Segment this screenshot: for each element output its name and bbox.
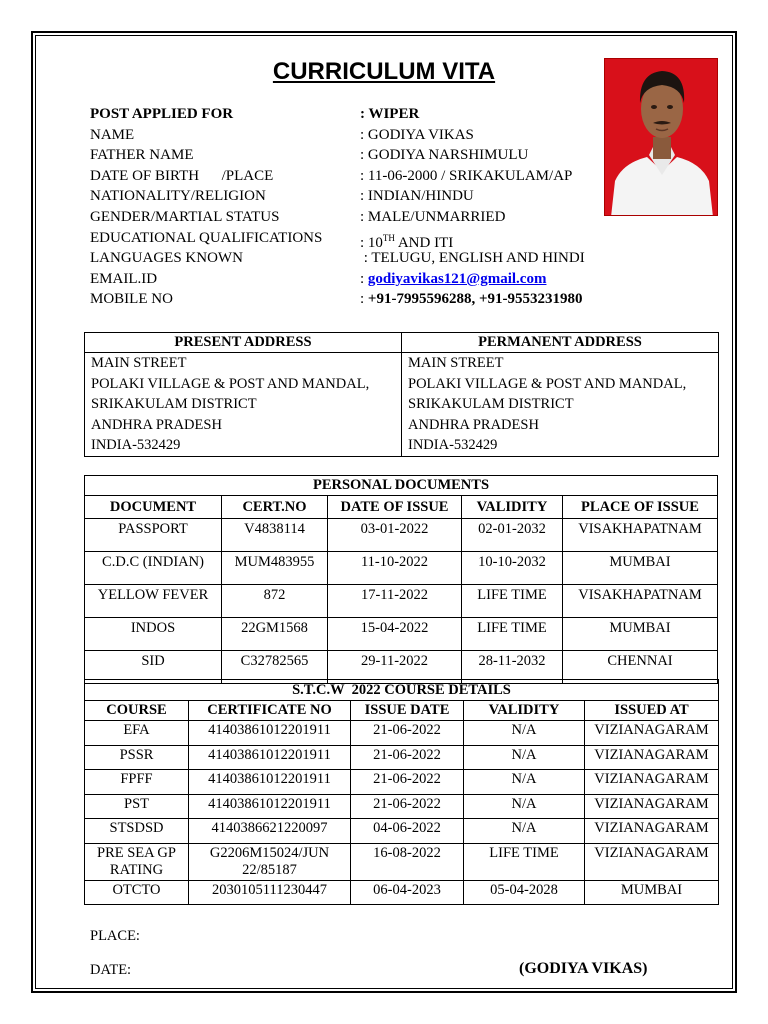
present-address-line: INDIA-532429 [85,435,402,456]
table-cell: 872 [222,585,328,618]
table-cell: PASSPORT [85,519,222,552]
table-row [85,618,718,651]
table-row [85,819,719,844]
permanent-address-line: MAIN STREET [402,353,719,374]
table-cell: N/A [464,819,585,844]
table-cell: 41403861012201911 [189,721,351,746]
table-cell: 41403861012201911 [189,745,351,770]
table-cell: 4140386621220097 [189,819,351,844]
table-row [85,519,718,552]
table-row [85,585,718,618]
present-address-header: PRESENT ADDRESS [85,333,402,353]
table-cell: N/A [464,721,585,746]
table-cell: C32782565 [222,651,328,684]
table-cell: VISAKHAPATNAM [563,585,718,618]
table-cell: STSDSD [85,819,189,844]
table-cell: YELLOW FEVER [85,585,222,618]
table-cell: 10-10-2032 [462,552,563,585]
table-cell: PSSR [85,745,189,770]
table-row [85,552,718,585]
table-cell: VIZIANAGARAM [585,794,719,819]
profile-photo [604,58,718,216]
table-cell: 21-06-2022 [351,745,464,770]
table-cell: 21-06-2022 [351,794,464,819]
info-label: POST APPLIED FOR [90,106,234,122]
permanent-address-line: INDIA-532429 [402,435,719,456]
permanent-address-line: ANDHRA PRADESH [402,415,719,436]
table-cell: VIZIANAGARAM [585,819,719,844]
table-cell: 03-01-2022 [328,519,462,552]
personal-documents-table [84,475,718,684]
signature-name: (GODIYA VIKAS) [519,960,648,977]
table-cell: MUMBAI [563,552,718,585]
table-cell: 21-06-2022 [351,721,464,746]
table-cell: EFA [85,721,189,746]
column-header: ISSUE DATE [351,701,464,721]
info-label: FATHER NAME [90,147,194,164]
personal-documents-caption: PERSONAL DOCUMENTS [85,476,718,496]
table-cell: FPFF [85,770,189,795]
column-header: VALIDITY [462,496,563,519]
table-cell: 11-10-2022 [328,552,462,585]
info-label: DATE OF BIRTH /PLACE [90,167,274,184]
table-cell: VIZIANAGARAM [585,770,719,795]
table-cell: 21-06-2022 [351,770,464,795]
table-cell: 06-04-2023 [351,880,464,905]
table-row [85,745,719,770]
table-cell: LIFE TIME [462,585,563,618]
stcw-caption: S.T.C.W 2022 COURSE DETAILS [85,680,719,701]
table-cell: LIFE TIME [462,618,563,651]
table-row [85,721,719,746]
document-title: CURRICULUM VITA [272,58,496,85]
permanent-address-header: PERMANENT ADDRESS [402,333,719,353]
table-cell: 41403861012201911 [189,770,351,795]
table-row [85,770,719,795]
present-address-line: MAIN STREET [85,353,402,374]
table-row [85,843,719,880]
table-cell: PST [85,794,189,819]
education-prefix: : 10 [360,234,383,251]
table-cell: 28-11-2032 [462,651,563,684]
table-cell: SID [85,651,222,684]
column-header: DOCUMENT [85,496,222,519]
address-table [84,332,719,457]
table-cell: 17-11-2022 [328,585,462,618]
table-cell: 04-06-2022 [351,819,464,844]
info-label: NAME [90,126,135,143]
education-suffix: AND ITI [394,234,454,251]
table-cell: 15-04-2022 [328,618,462,651]
table-cell: MUMBAI [563,618,718,651]
info-value [360,289,583,310]
table-cell: INDOS [85,618,222,651]
info-value [360,269,546,290]
column-header: PLACE OF ISSUE [563,496,718,519]
table-cell: MUM483955 [222,552,328,585]
table-cell: LIFE TIME [464,843,585,880]
table-cell: 41403861012201911 [189,794,351,819]
table-cell: 22GM1568 [222,618,328,651]
column-header: CERTIFICATE NO [189,701,351,721]
info-label: EDUCATIONAL QUALIFICATIONS [90,229,323,246]
table-cell: 2030105111230447 [189,880,351,905]
info-label: EMAIL.ID [90,270,158,287]
info-value: : 11-06-2000 / SRIKAKULAM/AP [360,167,573,184]
column-header: ISSUED AT [585,701,719,721]
column-header: DATE OF ISSUE [328,496,462,519]
mobile-prefix: : [360,291,368,308]
place-label: PLACE: [90,928,140,944]
permanent-address-line: POLAKI VILLAGE & POST AND MANDAL, [402,374,719,395]
mobile-numbers: +91-7995596288, +91-9553231980 [367,291,583,308]
table-row [85,880,719,905]
column-header: CERT.NO [222,496,328,519]
info-value: : GODIYA VIKAS [360,126,474,143]
table-cell: MUMBAI [585,880,719,905]
table-cell: 05-04-2028 [464,880,585,905]
info-value: : TELUGU, ENGLISH AND HINDI [360,250,585,267]
table-cell: C.D.C (INDIAN) [85,552,222,585]
table-cell: OTCTO [85,880,189,905]
info-value: : GODIYA NARSHIMULU [360,147,529,164]
column-header: COURSE [85,701,189,721]
stcw-course-table [84,679,719,905]
permanent-address-line: SRIKAKULAM DISTRICT [402,394,719,415]
table-cell: 16-08-2022 [351,843,464,880]
info-label: NATIONALITY/RELIGION [90,188,266,205]
table-cell: 02-01-2032 [462,519,563,552]
table-cell: VISAKHAPATNAM [563,519,718,552]
table-cell: N/A [464,794,585,819]
email-prefix: : [360,270,368,287]
table-row [85,794,719,819]
info-value: : WIPER [360,106,420,122]
info-label: GENDER/MARTIAL STATUS [90,208,280,225]
table-cell: V4838114 [222,519,328,552]
present-address-line: SRIKAKULAM DISTRICT [85,394,402,415]
table-cell: N/A [464,745,585,770]
info-label: MOBILE NO [90,291,173,308]
info-value: : INDIAN/HINDU [360,188,474,205]
table-cell: CHENNAI [563,651,718,684]
education-superscript: TH [382,232,395,243]
table-cell: VIZIANAGARAM [585,745,719,770]
info-label: LANGUAGES KNOWN [90,250,243,267]
present-address-line: ANDHRA PRADESH [85,415,402,436]
table-cell: G2206M15024/JUN 22/85187 [189,843,351,880]
table-cell: VIZIANAGARAM [585,843,719,880]
date-label: DATE: [90,962,132,978]
table-cell: N/A [464,770,585,795]
email-link[interactable]: godiyavikas121@gmail.com [367,270,547,287]
table-cell: PRE SEA GP RATING [85,843,189,880]
column-header: VALIDITY [464,701,585,721]
info-value: : MALE/UNMARRIED [360,208,506,225]
table-cell: 29-11-2022 [328,651,462,684]
table-cell: VIZIANAGARAM [585,721,719,746]
present-address-line: POLAKI VILLAGE & POST AND MANDAL, [85,374,402,395]
